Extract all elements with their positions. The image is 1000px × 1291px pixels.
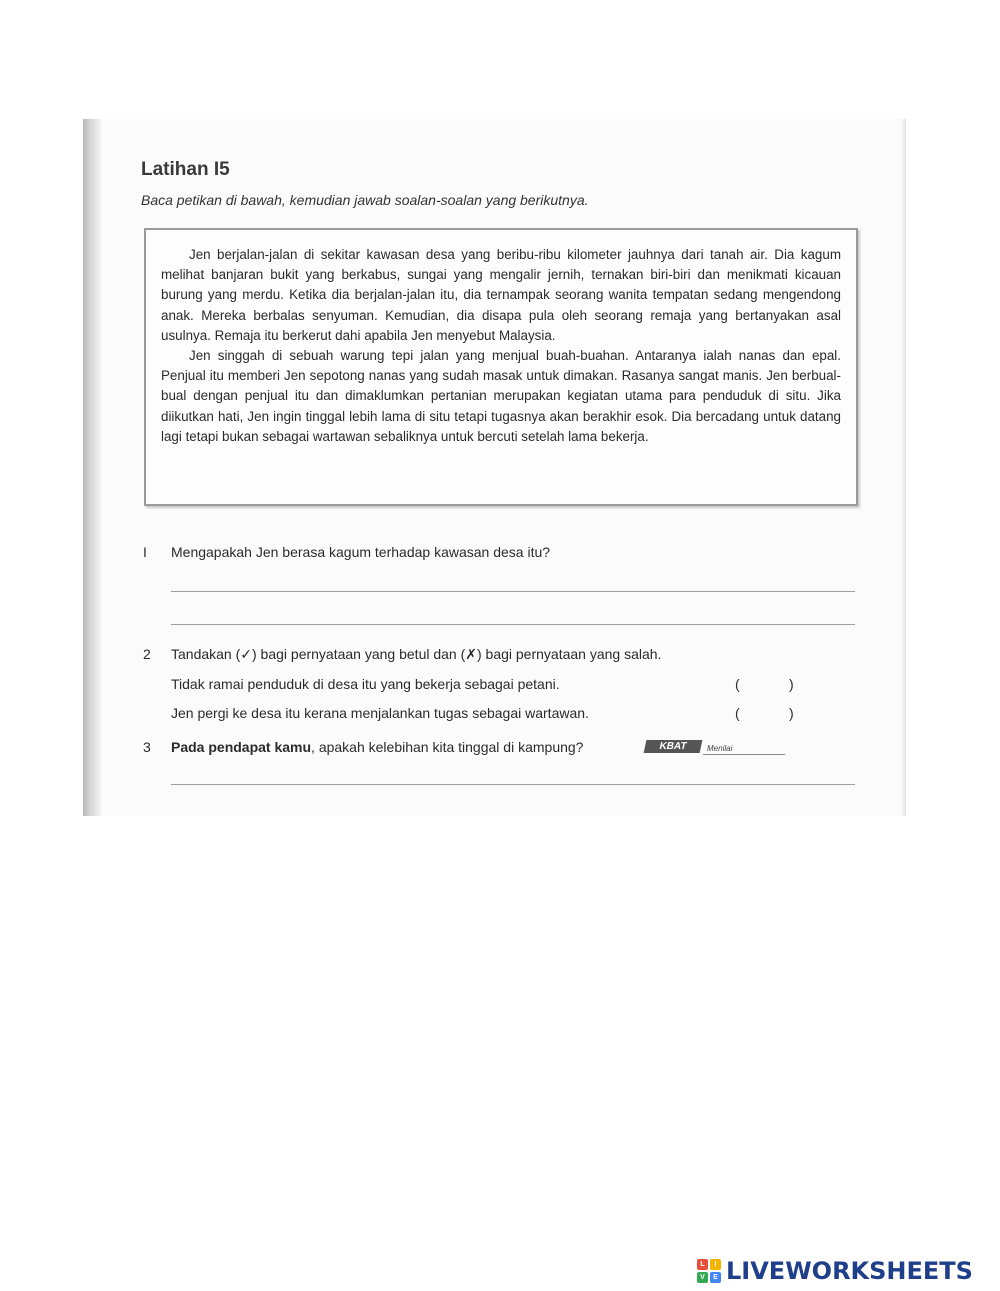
- question-2-statement-2: Jen pergi ke desa itu kerana menjalankan tugas sebagai wartawan.: [171, 705, 589, 721]
- exercise-title: Latihan I5: [141, 159, 230, 180]
- scan-binding-shadow: [83, 119, 101, 816]
- question-3-text-bold: Pada pendapat kamu: [171, 739, 312, 755]
- statement-2-paren-close: ): [789, 705, 794, 721]
- question-1-number: I: [143, 544, 147, 560]
- question-3-text-rest: , apakah kelebihan kita tinggal di kampung?: [311, 739, 584, 755]
- question-2-number: 2: [143, 646, 151, 662]
- logo-tile-v: V: [697, 1272, 708, 1283]
- question-1-answer-line-2[interactable]: [171, 624, 855, 625]
- kbat-label: KBAT: [644, 740, 703, 753]
- kbat-sublabel: Menilai: [703, 744, 785, 755]
- statement-1-paren-open: (: [735, 676, 740, 692]
- passage-paragraph-2: Jen singgah di sebuah warung tepi jalan yang menjual buah-buahan. Antaranya ialah nanas dan epal. Penjual itu memberi Jen sepotong nanas yang sudah masak untuk dimakan. Rasanya sangat manis. Jen berbual-bual dengan penjual itu dan dimaklumkan pertanian merupakan kegiatan utama para penduduk di situ. Jika diikutkan hati, Jen ingin tinggal lebih lama di situ tetapi tugasnya akan berakhir esok. Dia bercadang untuk datang lagi tetapi bukan sebagai wartawan sebaliknya untuk bercuti setelah lama bekerja.: [161, 348, 841, 444]
- question-1-text: Mengapakah Jen berasa kagum terhadap kawasan desa itu?: [171, 544, 551, 560]
- passage-text: [161, 245, 841, 447]
- question-2-text: Tandakan (✓) bagi pernyataan yang betul dan (✗) bagi pernyataan yang salah.: [171, 646, 662, 662]
- question-3-number: 3: [143, 739, 151, 755]
- statement-2-paren-open: (: [735, 705, 740, 721]
- liveworksheets-logo-icon: [697, 1259, 723, 1283]
- passage-paragraph-1: Jen berjalan-jalan di sekitar kawasan desa yang beribu-ribu kilometer jauhnya dari tanah air. Dia kagum melihat banjaran bukit yang berkabus, sungai yang mengalir jernih, ternakan biri-biri dan menikmati kicauan burung yang merdu. Ketika dia berjalan-jalan itu, dia ternampak seorang wanita tempatan sedang mengendong anak. Mereka berbalas senyuman. Kemudian, dia disapa pula oleh seorang remaja yang bertanyakan asal usulnya. Remaja itu berkerut dahi apabila Jen menyebut Malaysia.: [161, 247, 841, 343]
- question-2-statement-1: Tidak ramai penduduk di desa itu yang bekerja sebagai petani.: [171, 676, 560, 692]
- liveworksheets-brand[interactable]: [697, 1256, 973, 1286]
- brand-name: LIVEWORKSHEETS: [726, 1257, 973, 1285]
- instruction-text: Baca petikan di bawah, kemudian jawab soalan-soalan yang berikutnya.: [141, 192, 589, 208]
- kbat-badge: [645, 740, 785, 754]
- logo-tile-i: I: [710, 1259, 721, 1270]
- question-1-answer-line-1[interactable]: [171, 591, 855, 592]
- question-3-text: [171, 739, 583, 755]
- worksheet-scan: [83, 119, 906, 816]
- scan-right-edge: [902, 119, 906, 816]
- question-3-answer-line[interactable]: [171, 784, 855, 785]
- passage-box: [144, 228, 858, 506]
- statement-1-paren-close: ): [789, 676, 794, 692]
- logo-tile-e: E: [710, 1272, 721, 1283]
- logo-tile-l: L: [697, 1259, 708, 1270]
